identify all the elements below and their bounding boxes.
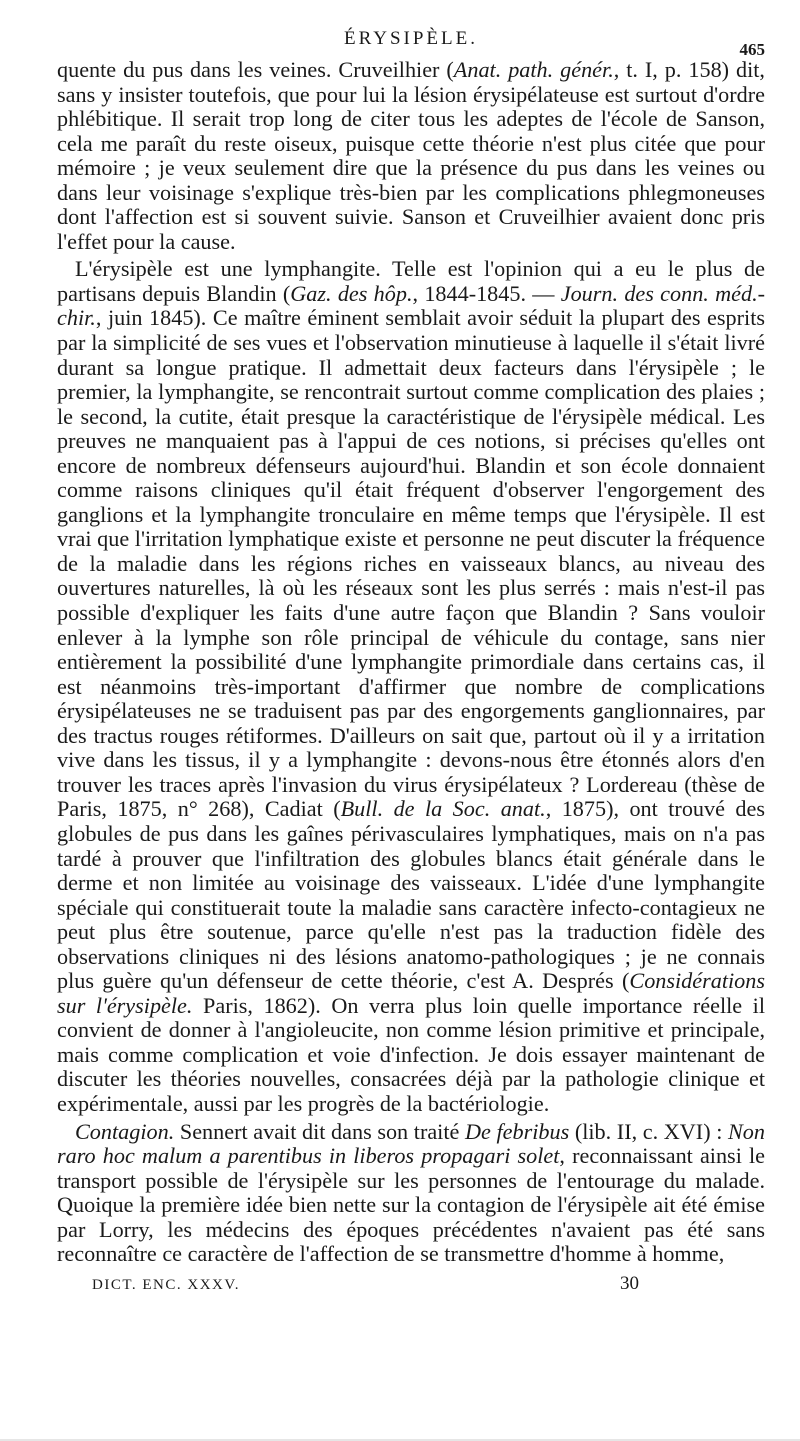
italic-run: Non raro hoc malum a parentibus in liberos propagari solet <box>57 1118 765 1169</box>
body-text <box>57 58 765 1267</box>
italic-run: Contagion. <box>75 1118 175 1144</box>
printer-signature: DICT. ENC. XXXV. <box>92 1276 241 1293</box>
paragraph <box>57 58 765 254</box>
text-run: , juin 1845). Ce maître éminent semblait avoir séduit la plupart des esprits par la simplicité de ses vues et l'observation minutieuse à laquelle il s'était livré durant sa longue pratique. Il admettait deux facteurs dans l'érysipèle ; le premier, la lymphangite, se rencontrait surtout comme complication des plaies ; le second, la cutite, était presque la caractéristique de l'érysipèle médical. Les preuves ne manquaient pas à l'appui de ces notions, si précises qu'elles ont encore de nombreux défenseurs aujourd'hui. Blandin et son école donnaient comme raisons cliniques qu'il était fréquent d'observer l'engorgement des ganglions et la lymphangite tronculaire en même temps que l'érysipèle. Il est vrai que l'irritation lymphatique existe et personne ne peut discuter la fréquence de la maladie dans les régions riches en vaisseaux blancs, au niveau des ouvertures naturelles, là où les réseaux sont les plus serrés : mais n'est-il pas possible d'expliquer les faits d'une autre façon que Blandin ? Sans vouloir enlever à la lymphe son rôle principal de véhicule du contage, sans nier entièrement la possibilité d'une lymphangite primordiale dans certains cas, il est néanmoins très-important d'affirmer que nombre de complications érysipélateuses ne se traduisent pas par des engorgements ganglionnaires, par des tractus rouges rétiformes. D'ailleurs on sait que, partout où il y a irritation vive dans les tissus, il y a lymphangite : devons-nous être étonnés alors d'en trouver les traces après l'invasion du virus érysipélateux ? Lordereau (thèse de Paris, 1875, n° 268), Cadiat ( <box>57 305 765 822</box>
italic-run: Considérations sur l'érysipèle. <box>57 968 765 1018</box>
text-run: (lib. II, c. XVI) : <box>569 1118 728 1144</box>
paragraph <box>57 1120 765 1267</box>
sheet-number: 30 <box>620 1272 639 1294</box>
text-run: , reconnaissant ainsi le transport possible de l'érysipèle sur les personnes de l'entourage du malade. Quoique la première idée bien nette sur la contagion de l'érysipèle ait été émise par Lorry, les médecins des époques précédentes n'avaient pas été sans reconnaître ce caractère de l'affection de se transmettre d'homme à homme, <box>57 1143 765 1267</box>
text-run: Paris, 1862). On verra plus loin quelle importance réelle il convient de donner à l'angioleucite, non comme lésion primitive et principale, mais comme complication et voie d'infection. Je dois essayer maintenant de discuter les théories nouvelles, consacrées déjà par la pathologie clinique et expérimentale, aussi par les progrès de la bactériologie. <box>57 992 766 1116</box>
page-footer <box>57 1273 765 1313</box>
page-number: 465 <box>739 40 765 59</box>
italic-run: Gaz. des hôp. <box>290 280 413 306</box>
running-title: ÉRYSIPÈLE. <box>344 28 478 49</box>
italic-run: Anat. path. génér. <box>453 57 614 82</box>
text-run: L'érysipèle est une lymphangite. Telle est l'opinion qui a eu le plus de partisans depuis Blandin ( <box>57 256 765 306</box>
italic-run: Bull. de la Soc. anat. <box>340 796 546 822</box>
document-page <box>57 0 765 1313</box>
text-run: Sennert avait dit dans son traité <box>174 1118 465 1144</box>
text-run: , t. I, p. 158) dit, sans y insister toutefois, que pour lui la lésion érysipélateuse est surtout d'ordre phlébitique. Il serait trop long de citer tous les adeptes de l'école de Sanson, cela me paraît du reste oiseux, puisque cette théorie n'est plus citée que pour mémoire ; je veux seulement dire que la présence du pus dans les veines ou dans leur voisinage s'explique très-bien par les complications phlegmoneuses dont l'affection est si souvent suivie. Sanson et Cruveilhier avaient donc pris l'effet pour la cause. <box>57 57 765 254</box>
text-run: , 1844-1845. — <box>412 280 561 306</box>
paragraph <box>57 257 765 1116</box>
italic-run: De febribus <box>464 1118 570 1144</box>
italic-run: Journ. des conn. méd.-chir. <box>57 280 766 331</box>
text-run: , 1875), ont trouvé des globules de pus dans les gaînes périvasculaires lymphatiques, mais on n'a pas tardé à prouver que l'infiltration des globules blancs était générale dans le derme et non limitée au voisinage des vaisseaux. L'idée d'une lymphangite spéciale qui constituerait toute la maladie sans caractère infecto-contagieux ne peut plus être soutenue, parce qu'elle n'est pas la traduction fidèle des observations cliniques ni des lésions anatomo-pathologiques ; je ne connais plus guère qu'un défenseur de cette théorie, c'est A. Després ( <box>57 796 765 994</box>
text-run: quente du pus dans les veines. Cruveilhier ( <box>57 57 454 82</box>
running-head <box>57 0 765 58</box>
